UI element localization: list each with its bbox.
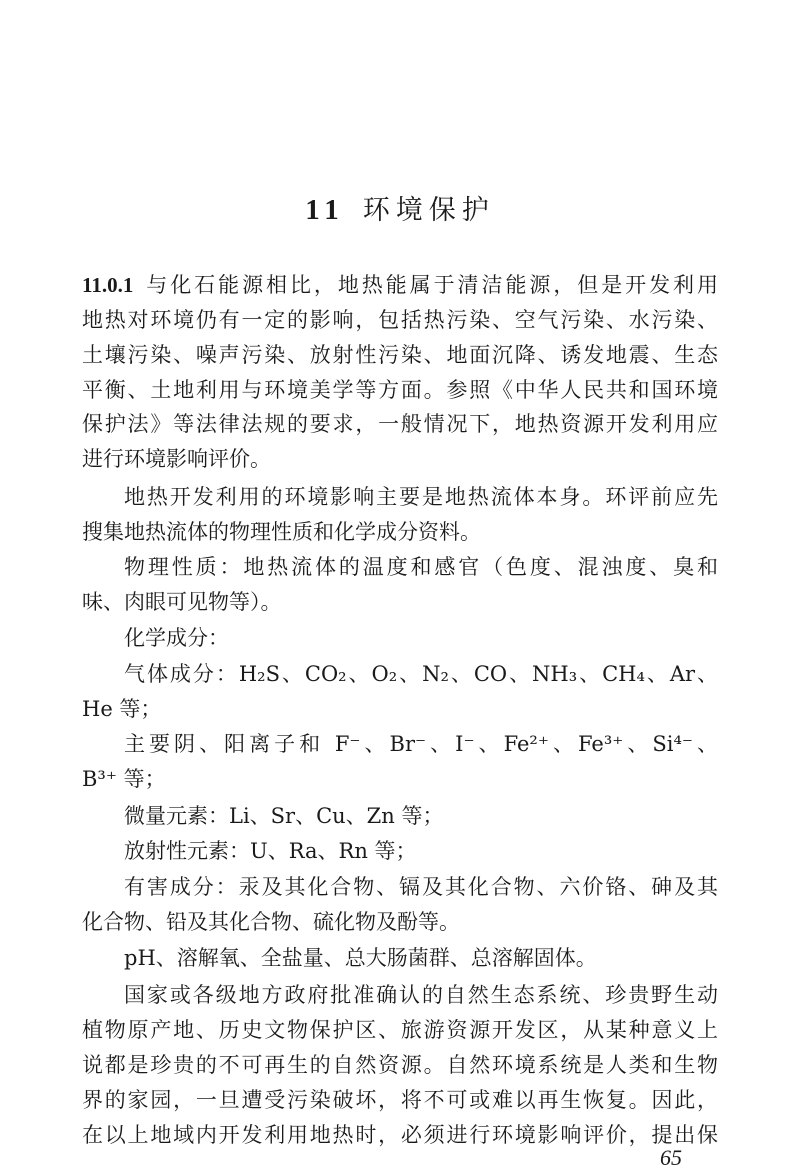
text-line [124, 729, 718, 759]
line-text: 化合物、铅及其化合物、硫化物及酚等。 [82, 910, 460, 934]
text-line [82, 444, 718, 474]
chapter-heading: 环境保护 [362, 195, 495, 226]
line-text: 搜集地热流体的物理性质和化学成分资料。 [82, 520, 481, 544]
line-text: 气体成分：H₂S、CO₂、O₂、N₂、CO、NH₃、CH₄、Ar、 [124, 662, 718, 686]
text-line [124, 801, 718, 831]
line-text: 微量元素：Li、Sr、Cu、Zn 等； [124, 804, 444, 828]
text-line [124, 482, 718, 512]
text-line [124, 552, 718, 582]
line-text: 地热对环境仍有一定的影响，包括热污染、空气污染、水污染、 [82, 308, 718, 332]
text-line [82, 1085, 718, 1115]
text-line [82, 1050, 718, 1080]
line-text: pH、溶解氧、全盐量、总大肠菌群、总溶解固体。 [124, 946, 597, 970]
line-text: 进行环境影响评价。 [82, 447, 271, 471]
line-text: 土壤污染、噪声污染、放射性污染、地面沉降、诱发地震、生态 [82, 343, 718, 367]
line-text: B³⁺ 等； [82, 767, 166, 791]
chapter-title [0, 188, 800, 227]
line-text: 物理性质：地热流体的温度和感官（色度、混浊度、臭和 [124, 555, 718, 579]
text-line [82, 305, 718, 335]
line-text: 味、肉眼可见物等）。 [82, 590, 282, 614]
text-line [82, 340, 718, 370]
text-line [82, 907, 718, 937]
text-line [124, 980, 718, 1010]
text-line [124, 872, 718, 902]
text-line [124, 836, 718, 866]
line-text: 植物原产地、历史文物保护区、旅游资源开发区，从某种意义上 [82, 1018, 718, 1042]
text-line [82, 409, 718, 439]
line-text: 有害成分：汞及其化合物、镉及其化合物、六价铬、砷及其 [124, 875, 718, 899]
text-line [82, 764, 718, 794]
line-text: He 等； [82, 697, 162, 721]
page-number: 65 [660, 1145, 682, 1170]
text-line [82, 517, 718, 547]
line-text: 与化石能源相比，地热能属于清洁能源，但是开发利用 [143, 273, 718, 297]
chapter-number: 11 [305, 194, 345, 226]
section-number: 11.0.1 [82, 273, 134, 297]
line-text: 化学成分： [124, 626, 229, 650]
line-text: 界的家园，一旦遭受污染破坏，将不可或难以再生恢复。因此， [82, 1088, 718, 1112]
line-text: 放射性元素：U、Ra、Rn 等； [124, 839, 417, 863]
line-text: 地热开发利用的环境影响主要是地热流体本身。环评前应先 [124, 485, 718, 509]
text-line [82, 1120, 718, 1150]
text-line [82, 694, 718, 724]
text-line [82, 375, 718, 405]
text-line [124, 659, 718, 689]
line-text: 保护法》等法律法规的要求，一般情况下，地热资源开发利用应 [82, 412, 718, 436]
text-line [124, 943, 718, 973]
line-text: 主要阴、阳离子和 F⁻、Br⁻、I⁻、Fe²⁺、Fe³⁺、Si⁴⁻、 [124, 732, 718, 756]
line-text: 平衡、土地利用与环境美学等方面。参照《中华人民共和国环境 [82, 378, 718, 402]
text-line [82, 1015, 718, 1045]
line-text: 在以上地域内开发利用地热时，必须进行环境影响评价，提出保 [82, 1123, 718, 1147]
line-text: 国家或各级地方政府批准确认的自然生态系统、珍贵野生动 [124, 983, 718, 1007]
line-text: 说都是珍贵的不可再生的自然资源。自然环境系统是人类和生物 [82, 1053, 718, 1077]
text-line [82, 587, 718, 617]
text-line [124, 623, 718, 653]
text-line [82, 270, 718, 300]
